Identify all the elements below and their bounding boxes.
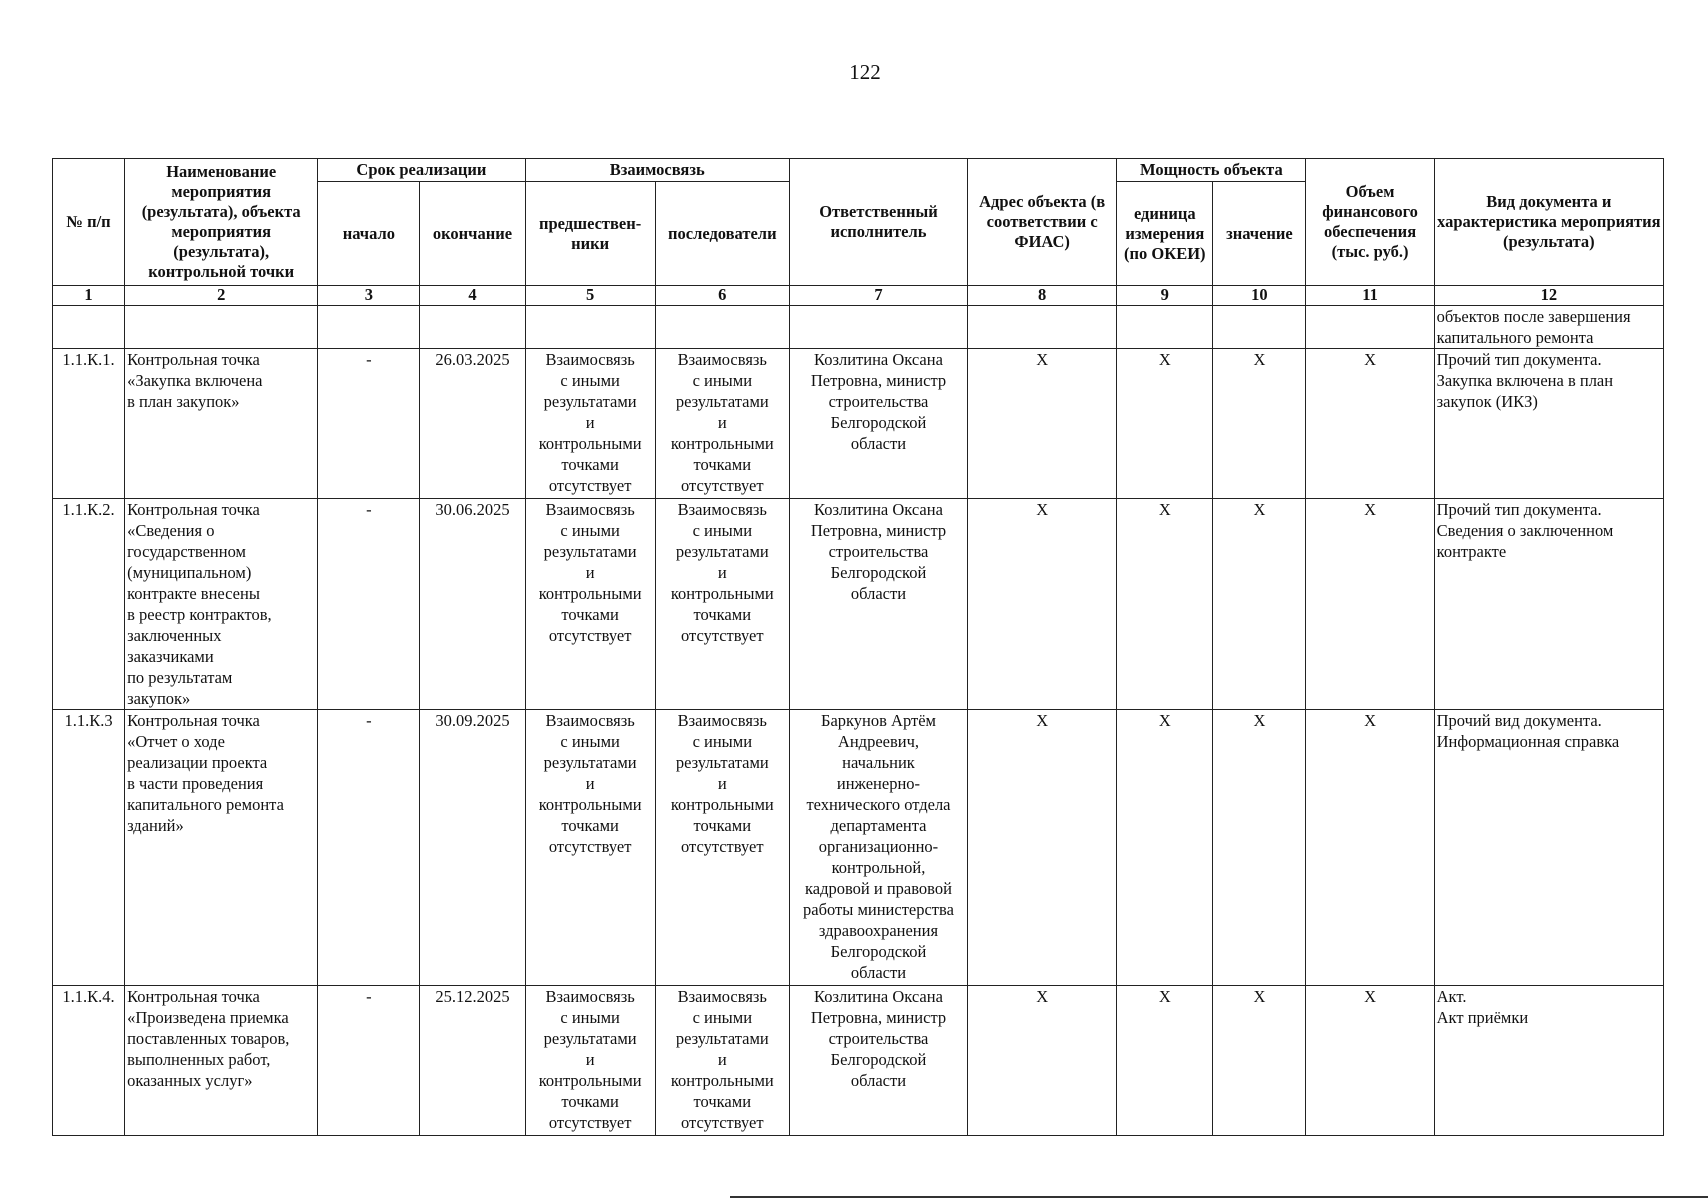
row-next: Взаимосвязь с иными результатами и контрольными точками отсутствует: [655, 986, 789, 1136]
table-row: [53, 986, 1664, 1136]
row-num: 1.1.К.1.: [53, 349, 125, 499]
row-unit: X: [1117, 499, 1213, 710]
column-number: 12: [1434, 286, 1663, 306]
continuation-row: [53, 306, 1664, 349]
row-name: Контрольная точка «Сведения о государственном (муниципальном) контракте внесены в реестр контрактов, заключенных заказчиками по результатам закупок»: [125, 499, 318, 710]
row-next: Взаимосвязь с иными результатами и контрольными точками отсутствует: [655, 349, 789, 499]
column-number: 11: [1306, 286, 1434, 306]
row-name: Контрольная точка «Закупка включена в план закупок»: [125, 349, 318, 499]
row-prev: Взаимосвязь с иными результатами и контрольными точками отсутствует: [525, 986, 655, 1136]
header-term-start: начало: [318, 182, 420, 286]
table-row: [53, 499, 1664, 710]
header-responsible: Ответственный исполнитель: [789, 159, 967, 286]
row-prev: Взаимосвязь с иными результатами и контрольными точками отсутствует: [525, 710, 655, 986]
row-end: 25.12.2025: [420, 986, 525, 1136]
row-doc: Прочий тип документа. Закупка включена в план закупок (ИКЗ): [1434, 349, 1663, 499]
column-number: 3: [318, 286, 420, 306]
header-unit: единица измерения (по ОКЕИ): [1117, 182, 1213, 286]
continuation-doc-text: объектов после завершения капитального ремонта: [1434, 306, 1663, 349]
header-funding: Объем финансового обеспечения (тыс. руб.): [1306, 159, 1434, 286]
header-term-end: окончание: [420, 182, 525, 286]
row-funding: X: [1306, 349, 1434, 499]
column-number: 10: [1213, 286, 1306, 306]
column-number: 5: [525, 286, 655, 306]
row-start: -: [318, 349, 420, 499]
header-value: значение: [1213, 182, 1306, 286]
row-num: 1.1.К.2.: [53, 499, 125, 710]
row-responsible: Баркунов Артём Андреевич, начальник инженерно- технического отдела департамента организационно- контрольной, кадровой и правовой работы министерства здравоохранения Белгородской области: [789, 710, 967, 986]
header-link-next: последователи: [655, 182, 789, 286]
row-unit: X: [1117, 710, 1213, 986]
row-end: 30.09.2025: [420, 710, 525, 986]
row-funding: X: [1306, 499, 1434, 710]
table-row: [53, 349, 1664, 499]
row-funding: X: [1306, 986, 1434, 1136]
row-num: 1.1.К.4.: [53, 986, 125, 1136]
header-doc-type: Вид документа и характеристика мероприятия (результата): [1434, 159, 1663, 286]
row-next: Взаимосвязь с иными результатами и контрольными точками отсутствует: [655, 710, 789, 986]
row-value: X: [1213, 986, 1306, 1136]
column-number: 1: [53, 286, 125, 306]
row-doc: Прочий тип документа. Сведения о заключенном контракте: [1434, 499, 1663, 710]
row-num: 1.1.К.3: [53, 710, 125, 986]
row-end: 26.03.2025: [420, 349, 525, 499]
row-doc: Прочий вид документа. Информационная справка: [1434, 710, 1663, 986]
header-term-group: Срок реализации: [318, 159, 525, 182]
header-link-group: Взаимосвязь: [525, 159, 789, 182]
header-link-prev: предшествен-ники: [525, 182, 655, 286]
row-value: X: [1213, 710, 1306, 986]
column-number: 6: [655, 286, 789, 306]
row-value: X: [1213, 349, 1306, 499]
row-responsible: Козлитина Оксана Петровна, министр строительства Белгородской области: [789, 349, 967, 499]
row-address: X: [968, 349, 1117, 499]
header-num: № п/п: [53, 159, 125, 286]
row-start: -: [318, 710, 420, 986]
row-responsible: Козлитина Оксана Петровна, министр строительства Белгородской области: [789, 986, 967, 1136]
column-number-row: [53, 286, 1664, 306]
table-header: [53, 159, 1664, 306]
row-address: X: [968, 986, 1117, 1136]
header-address: Адрес объекта (в соответствии с ФИАС): [968, 159, 1117, 286]
row-responsible: Козлитина Оксана Петровна, министр строительства Белгородской области: [789, 499, 967, 710]
row-next: Взаимосвязь с иными результатами и контрольными точками отсутствует: [655, 499, 789, 710]
column-number: 9: [1117, 286, 1213, 306]
footer-rule: [730, 1196, 1708, 1198]
row-value: X: [1213, 499, 1306, 710]
row-address: X: [968, 710, 1117, 986]
row-address: X: [968, 499, 1117, 710]
plan-table: [52, 158, 1664, 1136]
row-unit: X: [1117, 349, 1213, 499]
row-funding: X: [1306, 710, 1434, 986]
row-end: 30.06.2025: [420, 499, 525, 710]
row-unit: X: [1117, 986, 1213, 1136]
column-number: 7: [789, 286, 967, 306]
header-name: Наименование мероприятия (результата), объекта мероприятия (результата), контрольной точки: [125, 159, 318, 286]
row-doc: Акт. Акт приёмки: [1434, 986, 1663, 1136]
row-prev: Взаимосвязь с иными результатами и контрольными точками отсутствует: [525, 499, 655, 710]
row-start: -: [318, 986, 420, 1136]
column-number: 8: [968, 286, 1117, 306]
row-name: Контрольная точка «Произведена приемка поставленных товаров, выполненных работ, оказанных услуг»: [125, 986, 318, 1136]
row-name: Контрольная точка «Отчет о ходе реализации проекта в части проведения капитального ремонта зданий»: [125, 710, 318, 986]
page-number: 122: [849, 60, 881, 84]
column-number: 4: [420, 286, 525, 306]
column-number: 2: [125, 286, 318, 306]
table-row: [53, 710, 1664, 986]
row-start: -: [318, 499, 420, 710]
row-prev: Взаимосвязь с иными результатами и контрольными точками отсутствует: [525, 349, 655, 499]
header-capacity-group: Мощность объекта: [1117, 159, 1306, 182]
